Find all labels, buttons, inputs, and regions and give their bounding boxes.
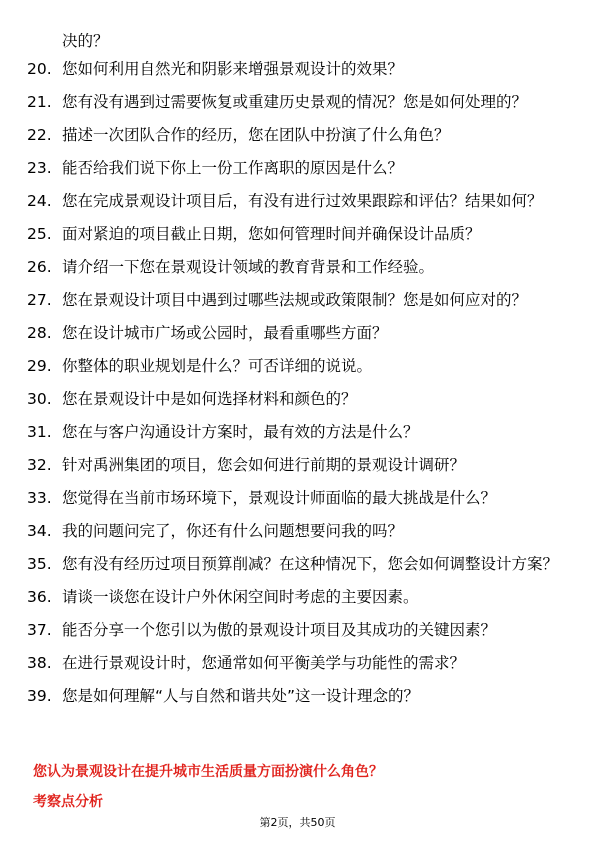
question-text: 您觉得在当前市场环境下，景观设计师面临的最大挑战是什么？ — [62, 489, 497, 507]
question-text: 能否给我们说下你上一份工作离职的原因是什么？ — [62, 159, 404, 177]
question-item — [0, 586, 595, 608]
question-item — [0, 355, 595, 377]
question-text: 您在完成景观设计项目后，有没有进行过效果跟踪和评估？结果如何？ — [62, 192, 543, 210]
question-number: 22. — [27, 126, 52, 144]
question-text: 针对禹洲集团的项目，您会如何进行前期的景观设计调研？ — [62, 456, 466, 474]
question-number: 26. — [27, 258, 52, 276]
page-footer: 第2页，共50页 — [259, 816, 336, 829]
question-number: 30. — [27, 390, 52, 408]
question-number: 24. — [27, 192, 52, 210]
question-item — [0, 157, 595, 179]
analysis-section-title: 考察点分析 — [33, 794, 103, 810]
question-text: 您在与客户沟通设计方案时，最有效的方法是什么？ — [62, 423, 419, 441]
question-text: 您在设计城市广场或公园时，最看重哪些方面？ — [62, 324, 388, 342]
question-item — [0, 685, 595, 707]
question-item — [0, 520, 595, 542]
question-text: 在进行景观设计时，您通常如何平衡美学与功能性的需求？ — [62, 654, 466, 672]
question-number: 20. — [27, 60, 52, 78]
question-text: 您是如何理解“人与自然和谐共处”这一设计理念的？ — [62, 687, 420, 705]
question-text: 描述一次团队合作的经历，您在团队中扮演了什么角色？ — [62, 126, 450, 144]
question-text: 您如何利用自然光和阴影来增强景观设计的效果？ — [62, 60, 404, 78]
question-list — [0, 58, 595, 718]
question-text: 能否分享一个您引以为傲的景观设计项目及其成功的关键因素？ — [62, 621, 497, 639]
question-item — [0, 58, 595, 80]
question-text: 您在景观设计中是如何选择材料和颜色的？ — [62, 390, 357, 408]
question-item — [0, 91, 595, 113]
question-number: 25. — [27, 225, 52, 243]
question-item — [0, 487, 595, 509]
question-item — [0, 619, 595, 641]
question-number: 34. — [27, 522, 52, 540]
question-item — [0, 454, 595, 476]
focus-question-heading: 您认为景观设计在提升城市生活质量方面扮演什么角色？ — [33, 764, 383, 780]
question-number: 23. — [27, 159, 52, 177]
question-item — [0, 421, 595, 443]
continued-question-text: 决的？ — [62, 32, 109, 50]
question-number: 39. — [27, 687, 52, 705]
question-item — [0, 322, 595, 344]
question-item — [0, 289, 595, 311]
question-item — [0, 223, 595, 245]
question-text: 您有没有经历过项目预算削减？在这种情况下，您会如何调整设计方案？ — [62, 555, 559, 573]
question-item — [0, 190, 595, 212]
question-number: 29. — [27, 357, 52, 375]
question-number: 31. — [27, 423, 52, 441]
question-number: 27. — [27, 291, 52, 309]
question-number: 36. — [27, 588, 52, 606]
question-text: 请谈一谈您在设计户外休闲空间时考虑的主要因素。 — [62, 588, 419, 606]
question-text: 你整体的职业规划是什么？可否详细的说说。 — [62, 357, 373, 375]
question-text: 您有没有遇到过需要恢复或重建历史景观的情况？您是如何处理的？ — [62, 93, 528, 111]
question-text: 我的问题问完了，你还有什么问题想要问我的吗？ — [62, 522, 404, 540]
question-item — [0, 124, 595, 146]
question-item — [0, 256, 595, 278]
question-number: 32. — [27, 456, 52, 474]
question-item — [0, 652, 595, 674]
question-text: 您在景观设计项目中遇到过哪些法规或政策限制？您是如何应对的？ — [62, 291, 528, 309]
question-item — [0, 553, 595, 575]
question-number: 28. — [27, 324, 52, 342]
question-number: 37. — [27, 621, 52, 639]
question-number: 35. — [27, 555, 52, 573]
question-item — [0, 388, 595, 410]
question-text: 面对紧迫的项目截止日期，您如何管理时间并确保设计品质？ — [62, 225, 481, 243]
question-number: 38. — [27, 654, 52, 672]
question-number: 21. — [27, 93, 52, 111]
question-number: 33. — [27, 489, 52, 507]
question-text: 请介绍一下您在景观设计领域的教育背景和工作经验。 — [62, 258, 435, 276]
